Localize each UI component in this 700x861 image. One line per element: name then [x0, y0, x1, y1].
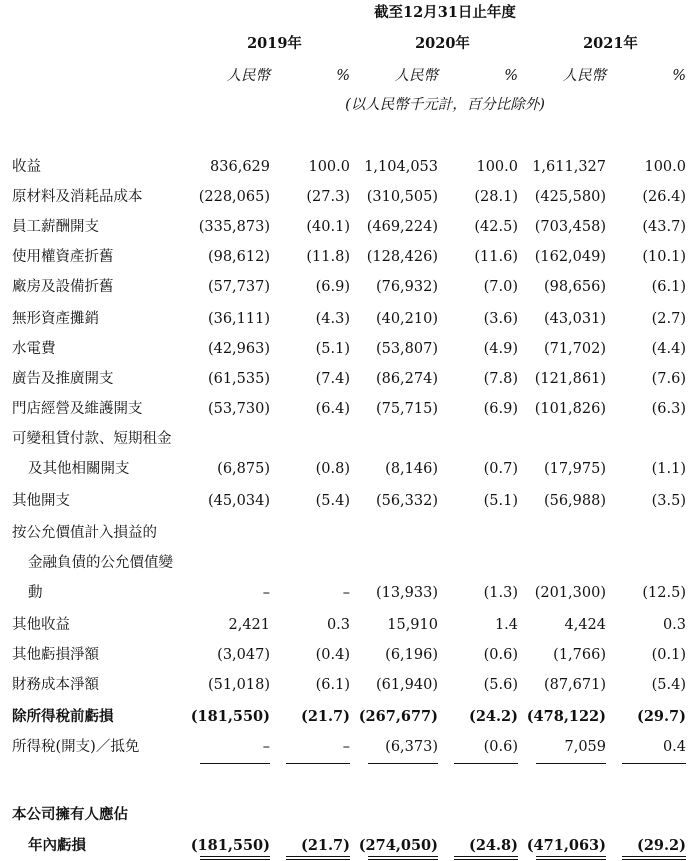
- cell-amount-2021: (201,300): [534, 585, 606, 601]
- cell-pct-2020: 100.0: [476, 159, 518, 175]
- cell-pct-2020: (0.7): [483, 461, 518, 477]
- percent-label-2019: %: [336, 68, 350, 84]
- cell-pct-2019: (5.4): [315, 493, 350, 509]
- double-underline-2019-amount: [200, 856, 270, 857]
- cell-pct-2021: (2.7): [651, 311, 686, 327]
- double-underline-2021-amount: [536, 856, 606, 857]
- cell-pct-2021: (0.1): [651, 647, 686, 663]
- double-underline-2020-pct-2: [454, 859, 518, 860]
- cell-pct-2021: 0.4: [662, 739, 686, 755]
- period-title: 截至12月31日止年度: [374, 4, 516, 21]
- double-underline-2020-amount-2: [368, 859, 438, 860]
- cell-amount-2020: (6,373): [385, 739, 438, 755]
- cell-pct-2021: (5.4): [651, 677, 686, 693]
- row-label: 廠房及設備折舊: [12, 279, 114, 295]
- row-label: 無形資產攤銷: [12, 311, 99, 327]
- underline-2021-amount: [536, 763, 606, 764]
- cell-amount-2019: (335,873): [198, 219, 270, 235]
- double-underline-2019-pct: [286, 856, 350, 857]
- cell-amount-2020: (13,933): [375, 585, 438, 601]
- attrib-amount-2020: (274,050): [358, 837, 438, 854]
- cell-amount-2021: (1,766): [553, 647, 606, 663]
- cell-amount-2019: –: [262, 739, 270, 755]
- cell-pct-2019: 100.0: [308, 159, 350, 175]
- year-2019-header: 2019年: [247, 35, 302, 52]
- cell-pct-2021: (29.7): [636, 708, 686, 725]
- cell-pct-2019: –: [342, 585, 350, 601]
- cell-amount-2020: (40,210): [375, 311, 438, 327]
- cell-pct-2019: (40.1): [306, 219, 350, 235]
- percent-label-2020: %: [504, 68, 518, 84]
- cell-amount-2021: (703,458): [534, 219, 606, 235]
- cell-pct-2021: (43.7): [642, 219, 686, 235]
- year-2020-header: 2020年: [415, 35, 470, 52]
- attrib-pct-2021: (29.2): [636, 837, 686, 854]
- underline-2019-amount: [200, 763, 270, 764]
- attrib-amount-2019: (181,550): [190, 837, 270, 854]
- cell-amount-2019: (6,875): [217, 461, 270, 477]
- cell-amount-2019: (57,737): [207, 279, 270, 295]
- cell-pct-2020: (7.0): [483, 279, 518, 295]
- cell-pct-2020: (7.8): [483, 371, 518, 387]
- cell-amount-2020: (61,940): [375, 677, 438, 693]
- cell-amount-2021: (98,656): [543, 279, 606, 295]
- cell-pct-2020: (1.3): [483, 585, 518, 601]
- row-label: 其他收益: [12, 617, 70, 633]
- cell-pct-2021: 100.0: [644, 159, 686, 175]
- cell-pct-2019: (0.8): [315, 461, 350, 477]
- cell-amount-2021: (478,122): [526, 708, 606, 725]
- cell-amount-2019: (51,018): [207, 677, 270, 693]
- cell-amount-2021: (162,049): [534, 249, 606, 265]
- cell-amount-2021: 4,424: [564, 617, 606, 633]
- cell-pct-2021: (6.1): [651, 279, 686, 295]
- cell-pct-2019: (6.1): [315, 677, 350, 693]
- row-label-cont: 動: [28, 585, 43, 601]
- cell-pct-2020: (4.9): [483, 341, 518, 357]
- row-label: 使用權資產折舊: [12, 249, 114, 265]
- cell-pct-2021: (12.5): [642, 585, 686, 601]
- cell-pct-2019: 0.3: [326, 617, 350, 633]
- cell-amount-2021: (101,826): [534, 401, 606, 417]
- double-underline-2019-amount-2: [200, 859, 270, 860]
- cell-amount-2019: (228,065): [198, 189, 270, 205]
- cell-amount-2019: (61,535): [207, 371, 270, 387]
- cell-amount-2020: (6,196): [385, 647, 438, 663]
- double-underline-2021-pct: [622, 856, 686, 857]
- cell-pct-2019: (21.7): [300, 708, 350, 725]
- cell-amount-2020: (76,932): [375, 279, 438, 295]
- cell-amount-2019: (98,612): [207, 249, 270, 265]
- row-label: 收益: [12, 159, 41, 175]
- cell-pct-2019: (5.1): [315, 341, 350, 357]
- cell-amount-2019: (36,111): [207, 311, 270, 327]
- percent-label-2021: %: [672, 68, 686, 84]
- cell-pct-2021: (10.1): [642, 249, 686, 265]
- cell-amount-2020: (56,332): [375, 493, 438, 509]
- cell-pct-2019: (27.3): [306, 189, 350, 205]
- cell-pct-2019: (4.3): [315, 311, 350, 327]
- cell-pct-2021: (26.4): [642, 189, 686, 205]
- double-underline-2020-amount: [368, 856, 438, 857]
- row-label-cont: 及其他相關開支: [28, 461, 130, 477]
- cell-amount-2020: 1,104,053: [364, 159, 438, 175]
- attrib-amount-2021: (471,063): [526, 837, 606, 854]
- cell-pct-2020: (3.6): [483, 311, 518, 327]
- row-label: 所得稅(開支)／抵免: [12, 739, 140, 755]
- cell-pct-2021: (1.1): [651, 461, 686, 477]
- underline-2020-amount: [368, 763, 438, 764]
- cell-amount-2020: (267,677): [358, 708, 438, 725]
- cell-amount-2021: (56,988): [543, 493, 606, 509]
- cell-amount-2019: (42,963): [207, 341, 270, 357]
- currency-label-2019: 人民幣: [226, 68, 270, 84]
- row-label: 除所得稅前虧損: [12, 708, 114, 725]
- cell-amount-2020: 15,910: [387, 617, 438, 633]
- cell-pct-2020: (6.9): [483, 401, 518, 417]
- double-underline-2021-pct-2: [622, 859, 686, 860]
- cell-amount-2020: (128,426): [366, 249, 438, 265]
- cell-amount-2020: (8,146): [385, 461, 438, 477]
- cell-amount-2019: 2,421: [228, 617, 270, 633]
- underline-2020-pct: [454, 763, 518, 764]
- underline-2019-pct: [286, 763, 350, 764]
- cell-amount-2020: (53,807): [375, 341, 438, 357]
- attrib-pct-2020: (24.8): [468, 837, 518, 854]
- double-underline-2019-pct-2: [286, 859, 350, 860]
- cell-pct-2019: (0.4): [315, 647, 350, 663]
- row-label: 按公允價值計入損益的: [12, 525, 157, 541]
- row-label: 廣告及推廣開支: [12, 371, 114, 387]
- cell-amount-2019: (3,047): [217, 647, 270, 663]
- cell-amount-2021: (425,580): [534, 189, 606, 205]
- cell-pct-2021: (3.5): [651, 493, 686, 509]
- cell-amount-2020: (469,224): [366, 219, 438, 235]
- cell-pct-2019: (6.9): [315, 279, 350, 295]
- row-label-cont: 金融負債的公允價值變: [28, 555, 173, 571]
- row-label: 可變租賃付款、短期租金: [12, 431, 172, 447]
- row-label: 員工薪酬開支: [12, 219, 99, 235]
- row-label: 財務成本淨額: [12, 677, 99, 693]
- cell-amount-2021: (121,861): [534, 371, 606, 387]
- cell-amount-2019: (45,034): [207, 493, 270, 509]
- cell-pct-2021: (6.3): [651, 401, 686, 417]
- cell-pct-2020: (11.6): [474, 249, 518, 265]
- cell-amount-2020: (310,505): [366, 189, 438, 205]
- cell-pct-2019: (6.4): [315, 401, 350, 417]
- cell-amount-2021: (87,671): [543, 677, 606, 693]
- cell-pct-2021: (7.6): [651, 371, 686, 387]
- cell-pct-2021: (4.4): [651, 341, 686, 357]
- cell-pct-2019: –: [342, 739, 350, 755]
- cell-amount-2020: (86,274): [375, 371, 438, 387]
- unit-note: (以人民幣千元計，百分比除外): [345, 97, 545, 113]
- attrib-pct-2019: (21.7): [300, 837, 350, 854]
- cell-amount-2021: (43,031): [543, 311, 606, 327]
- cell-pct-2021: 0.3: [662, 617, 686, 633]
- row-label: 其他開支: [12, 493, 70, 509]
- cell-pct-2020: (5.6): [483, 677, 518, 693]
- cell-amount-2021: (71,702): [543, 341, 606, 357]
- row-label: 門店經營及維護開支: [12, 401, 143, 417]
- cell-amount-2021: (17,975): [543, 461, 606, 477]
- currency-label-2021: 人民幣: [562, 68, 606, 84]
- currency-label-2020: 人民幣: [394, 68, 438, 84]
- cell-pct-2020: (24.2): [468, 708, 518, 725]
- cell-pct-2020: (5.1): [483, 493, 518, 509]
- row-label: 原材料及消耗品成本: [12, 189, 143, 205]
- cell-pct-2019: (11.8): [306, 249, 350, 265]
- cell-amount-2019: –: [262, 585, 270, 601]
- year-2021-header: 2021年: [583, 35, 638, 52]
- double-underline-2020-pct: [454, 856, 518, 857]
- cell-amount-2021: 1,611,327: [532, 159, 606, 175]
- cell-pct-2020: (0.6): [483, 647, 518, 663]
- cell-amount-2019: (181,550): [190, 708, 270, 725]
- cell-pct-2020: (42.5): [474, 219, 518, 235]
- cell-amount-2019: (53,730): [207, 401, 270, 417]
- double-underline-2021-amount-2: [536, 859, 606, 860]
- attrib-label: 本公司擁有人應佔: [12, 806, 128, 823]
- cell-amount-2021: 7,059: [564, 739, 606, 755]
- attrib-label-2: 年內虧損: [28, 837, 86, 854]
- cell-pct-2020: (0.6): [483, 739, 518, 755]
- row-label: 其他虧損淨額: [12, 647, 99, 663]
- cell-amount-2020: (75,715): [375, 401, 438, 417]
- cell-pct-2020: (28.1): [474, 189, 518, 205]
- cell-amount-2019: 836,629: [210, 159, 270, 175]
- cell-pct-2020: 1.4: [494, 617, 518, 633]
- cell-pct-2019: (7.4): [315, 371, 350, 387]
- row-label: 水電費: [12, 341, 56, 357]
- underline-2021-pct: [622, 763, 686, 764]
